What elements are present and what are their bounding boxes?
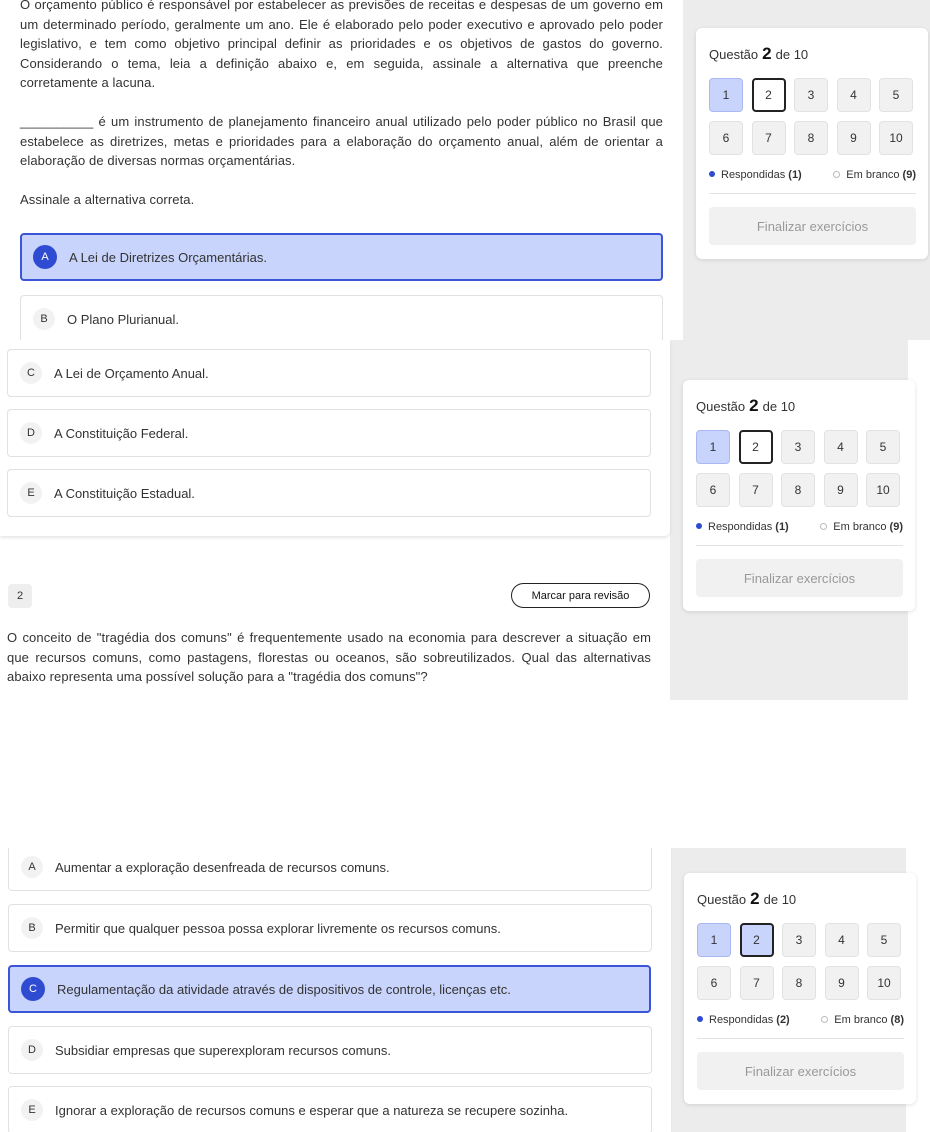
legend-blank (821, 1014, 904, 1026)
q1-option-e[interactable] (7, 469, 651, 517)
question-nav-button-2[interactable]: 2 (752, 78, 786, 112)
question-nav-button-2[interactable]: 2 (740, 923, 774, 957)
question-number-badge: 2 (8, 584, 32, 608)
option-text: Subsidiar empresas que superexploram recursos comuns. (55, 1042, 391, 1058)
option-text: Regulamentação da atividade através de dispositivos de controle, licenças etc. (57, 981, 511, 997)
legend-blank (833, 169, 916, 181)
blank-count: (9) (889, 521, 903, 533)
option-letter: A (33, 245, 57, 269)
panel-title-suffix: de 10 (775, 47, 809, 62)
answered-dot-icon (697, 1016, 703, 1022)
question-nav-button-4[interactable]: 4 (825, 923, 859, 957)
option-letter: B (33, 308, 55, 330)
q1-option-b[interactable] (20, 295, 663, 340)
option-text: Permitir que qualquer pessoa possa explorar livremente os recursos comuns. (55, 920, 501, 936)
panel-title-prefix: Questão (697, 892, 747, 907)
panel-title-suffix: de 10 (762, 399, 796, 414)
finish-exercises-button[interactable]: Finalizar exercícios (696, 559, 903, 597)
panel-title (709, 44, 916, 64)
blank-label: Em branco (846, 169, 900, 181)
question-navigator-panel (684, 873, 916, 1104)
mark-for-review-button[interactable]: Marcar para revisão (511, 583, 650, 608)
question-nav-button-1[interactable]: 1 (696, 430, 730, 464)
question-nav-button-10[interactable]: 10 (867, 966, 901, 1000)
blank-count: (8) (890, 1014, 904, 1026)
question-nav-button-8[interactable]: 8 (782, 966, 816, 1000)
question-1-definition: __________ é um instrumento de planejamento financeiro anual utilizado pelo poder público no Brasil que estabelece as diretrizes, metas e prioridades para a elaboração do orçamento anual, além de orientar a elaboração de diversas normas orçamentárias. (20, 114, 663, 168)
question-grid (696, 430, 903, 507)
current-question-number: 2 (750, 889, 760, 908)
q1-option-c[interactable] (7, 349, 651, 397)
question-nav-button-7[interactable]: 7 (740, 966, 774, 1000)
question-nav-button-3[interactable]: 3 (794, 78, 828, 112)
question-nav-button-9[interactable]: 9 (825, 966, 859, 1000)
option-text: O Plano Plurianual. (67, 311, 180, 327)
question-nav-button-5[interactable]: 5 (879, 78, 913, 112)
panel-title (696, 396, 903, 416)
question-nav-button-6[interactable]: 6 (709, 121, 743, 155)
question-navigator-panel (696, 28, 928, 259)
legend-answered (709, 169, 802, 181)
q1-option-a[interactable] (20, 233, 663, 281)
question-nav-button-7[interactable]: 7 (752, 121, 786, 155)
option-letter: A (21, 856, 43, 878)
current-question-number: 2 (762, 44, 772, 63)
question-nav-button-1[interactable]: 1 (697, 923, 731, 957)
legend-answered (697, 1014, 790, 1026)
question-nav-button-3[interactable]: 3 (782, 923, 816, 957)
legend-answered (696, 521, 789, 533)
screenshot-section-1 (0, 0, 930, 340)
option-letter: D (21, 1039, 43, 1061)
question-1-statement (20, 0, 663, 210)
question-1-instruction: Assinale a alternativa correta. (20, 192, 195, 207)
blank-ring-icon (820, 523, 827, 530)
option-text: Aumentar a exploração desenfreada de recursos comuns. (55, 859, 390, 875)
panel-title-prefix: Questão (696, 399, 746, 414)
question-2-statement: O conceito de "tragédia dos comuns" é frequentemente usado na economia para descrever a situação em que recursos comuns, como pastagens, florestas ou oceanos, são sobreutilizados. Qual das alternativas abaixo representa uma possível solução para a "tragédia dos comuns"? (7, 630, 651, 684)
option-letter: E (21, 1099, 43, 1121)
answered-label: Respondidas (721, 169, 786, 181)
blank-ring-icon (833, 171, 840, 178)
panel-legend (697, 1014, 904, 1039)
q2-option-c[interactable] (8, 965, 651, 1013)
answered-dot-icon (709, 171, 715, 177)
blank-count: (9) (902, 169, 916, 181)
panel-legend (696, 521, 903, 546)
option-text: A Constituição Estadual. (54, 485, 195, 501)
option-letter: B (21, 917, 43, 939)
question-nav-button-8[interactable]: 8 (794, 121, 828, 155)
question-nav-button-1[interactable]: 1 (709, 78, 743, 112)
answered-count: (1) (775, 521, 789, 533)
finish-exercises-button[interactable]: Finalizar exercícios (697, 1052, 904, 1090)
question-nav-button-2[interactable]: 2 (739, 430, 773, 464)
q2-option-d[interactable] (8, 1026, 652, 1074)
option-letter: C (20, 362, 42, 384)
panel-legend (709, 169, 916, 194)
blank-label: Em branco (833, 521, 887, 533)
question-nav-button-10[interactable]: 10 (866, 473, 900, 507)
q1-option-d[interactable] (7, 409, 651, 457)
finish-exercises-button[interactable]: Finalizar exercícios (709, 207, 916, 245)
current-question-number: 2 (749, 396, 759, 415)
question-nav-button-8[interactable]: 8 (781, 473, 815, 507)
blank-ring-icon (821, 1016, 828, 1023)
answered-dot-icon (696, 523, 702, 529)
question-nav-button-4[interactable]: 4 (837, 78, 871, 112)
question-navigator-panel (683, 380, 915, 611)
answered-count: (1) (788, 169, 802, 181)
answered-label: Respondidas (708, 521, 773, 533)
question-grid (697, 923, 904, 1000)
question-nav-button-10[interactable]: 10 (879, 121, 913, 155)
q2-option-e[interactable] (8, 1086, 652, 1132)
option-letter: C (21, 977, 45, 1001)
option-letter: E (20, 482, 42, 504)
option-text: Ignorar a exploração de recursos comuns e esperar que a natureza se recupere sozinha. (55, 1102, 569, 1118)
question-nav-button-5[interactable]: 5 (866, 430, 900, 464)
question-nav-button-7[interactable]: 7 (739, 473, 773, 507)
question-nav-button-5[interactable]: 5 (867, 923, 901, 957)
question-grid (709, 78, 916, 155)
answered-label: Respondidas (709, 1014, 774, 1026)
answered-count: (2) (776, 1014, 790, 1026)
question-nav-button-4[interactable]: 4 (824, 430, 858, 464)
question-nav-button-9[interactable]: 9 (824, 473, 858, 507)
legend-blank (820, 521, 903, 533)
option-text: A Lei de Orçamento Anual. (54, 365, 209, 381)
screenshot-section-3 (0, 848, 930, 1132)
question-2-card (0, 562, 670, 700)
option-text: A Lei de Diretrizes Orçamentárias. (69, 249, 267, 265)
question-1-paragraph: O orçamento público é responsável por estabelecer as previsões de receitas e despesas de um governo em um determinado período, geralmente um ano. Ele é elaborado pelo poder executivo e aprovado pelo poder legislativo, e tem como objetivo principal definir as prioridades e os objetivos de gastos do governo. Considerando o tema, leia a definição abaixo e, em seguida, assinale a alternativa que preenche corretamente a lacuna. (20, 0, 663, 90)
screenshot-section-2 (0, 340, 930, 700)
option-text: A Constituição Federal. (54, 425, 189, 441)
blank-label: Em branco (834, 1014, 888, 1026)
panel-title-suffix: de 10 (763, 892, 797, 907)
q2-option-a[interactable] (8, 848, 652, 891)
question-nav-button-9[interactable]: 9 (837, 121, 871, 155)
panel-title (697, 889, 904, 909)
option-letter: D (20, 422, 42, 444)
question-nav-button-6[interactable]: 6 (697, 966, 731, 1000)
question-nav-button-3[interactable]: 3 (781, 430, 815, 464)
q2-option-b[interactable] (8, 904, 652, 952)
question-nav-button-6[interactable]: 6 (696, 473, 730, 507)
panel-title-prefix: Questão (709, 47, 759, 62)
